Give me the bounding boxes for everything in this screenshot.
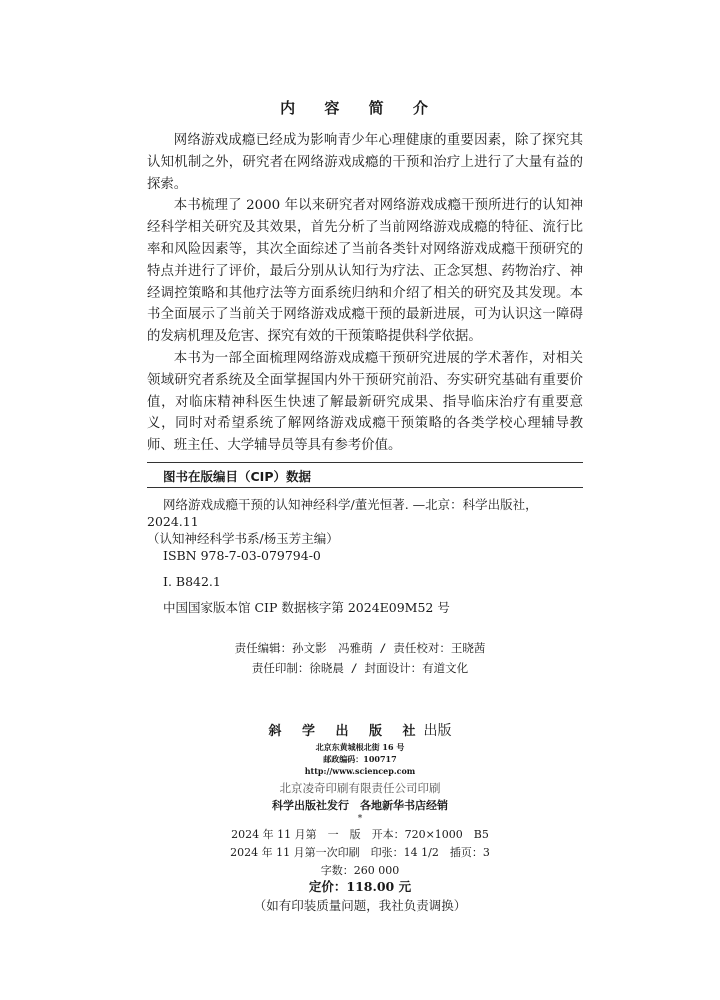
cip-record-number: 中国国家版本馆 CIP 数据核字第 2024E09M52 号 — [163, 600, 450, 615]
cip-date-line: 2024.11 — [147, 514, 199, 529]
quality-note: （如有印装质量问题，我社负责调换） — [253, 898, 467, 913]
intro-paragraph-3: 本书为一部全面梳理网络游戏成瘾干预研究进展的学术著作，对相关领域研究者系统及全面掌握国内外干预研究前沿、夯实研究基础有重要价值，对临床精神科医生快速了解最新研究成果、指导临床治疗有重要意义，同时对希望系统了解网络游戏成瘾干预策略的各类学校心理辅导教师、班主任、大学辅导员等具有参考价值。 — [147, 350, 583, 454]
printing-line: 2024 年 11 月第一次印刷 印张：14 1/2 插页：3 — [230, 846, 490, 859]
cip-data — [147, 496, 583, 616]
editor-line-1: 责任编辑：孙文影 冯雅萌 / 责任校对：王晓茜 — [234, 641, 486, 655]
intro-text — [147, 130, 583, 457]
edition-line: 2024 年 11 月第 一 版 开本：720×1000 B5 — [231, 828, 489, 841]
cip-isbn: ISBN 978-7-03-079794-0 — [163, 548, 321, 563]
word-count: 字数：260 000 — [320, 864, 400, 877]
cip-classification: Ⅰ. B842.1 — [163, 574, 221, 589]
editor-credits — [0, 638, 720, 678]
publisher-suffix: 出版 — [423, 723, 452, 739]
cip-header: 图书在版编目（CIP）数据 — [147, 462, 583, 488]
price: 定价：118.00 元 — [308, 879, 412, 894]
intro-paragraph-2: 本书梳理了 2000 年以来研究者对网络游戏成瘾干预所进行的认知神经科学相关研究及其效果，首先分析了当前网络游戏成瘾的特征、流行比率和风险因素等，其次全面综述了当前各类针对网络游戏成瘾干预研究的特点并进行了评价，最后分别从认知行为疗法、正念冥想、药物治疗、神经调控策略和其他疗法等方面系统归纳和介绍了相关的研究及其发现。本书全面展示了当前关于网络游戏成瘾干预的最新进展，可为认识这一障碍的发病机理及危害、探究有效的干预策略提供科学依据。 — [147, 198, 583, 345]
cip-title-line: 网络游戏成瘾干预的认知神经科学/董光恒著. —北京：科学出版社， — [163, 497, 538, 512]
separator-star: * — [357, 814, 363, 824]
distribution-line: 科学出版社发行 各地新华书店经销 — [272, 799, 448, 812]
publisher-postcode: 邮政编码：100717 — [323, 754, 397, 764]
publisher-name-line — [0, 722, 720, 741]
publisher-block — [0, 722, 720, 916]
cip-series-line: （认知神经科学书系/杨玉芳主编） — [147, 531, 339, 546]
page-title: 内 容 简 介 — [280, 99, 440, 117]
intro-paragraph-1: 网络游戏成瘾已经成为影响青少年心理健康的重要因素，除了探究其认知机制之外，研究者在网络游戏成瘾的干预和治疗上进行了大量有益的探索。 — [147, 133, 583, 192]
printer-line: 北京凌奇印刷有限责任公司印刷 — [279, 781, 441, 795]
publisher-address: 北京东黄城根北街 16 号 — [315, 742, 405, 752]
publisher-url: http://www.sciencep.com — [304, 766, 416, 776]
publisher-name: 斜 学 出 版 社 — [268, 724, 424, 739]
editor-line-2: 责任印制：徐晓晨 / 封面设计：有道文化 — [251, 661, 469, 675]
